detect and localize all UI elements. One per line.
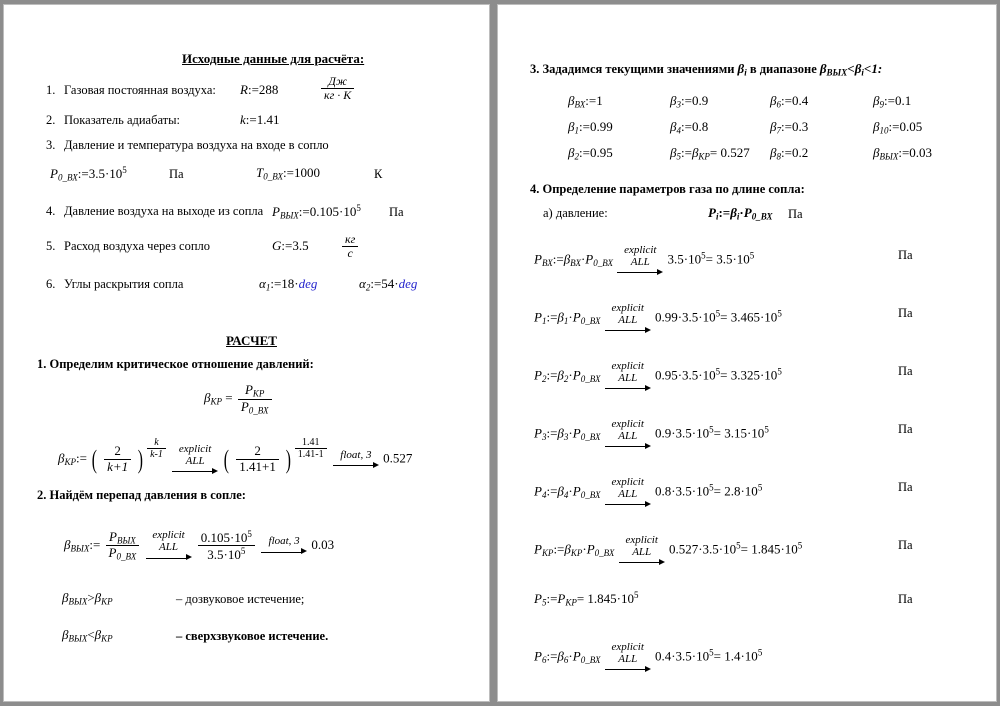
unit-P-kr: Па — [898, 538, 913, 552]
equation-G: G:=3.5 — [272, 238, 309, 253]
beta-value-7: $\beta_7:=0.3$ — [770, 119, 809, 136]
page-title-left: Исходные данные для расчёта: — [182, 51, 365, 66]
constant-k: k:=1.41 — [240, 112, 280, 127]
list-item-6-number: 6. — [46, 277, 56, 291]
equation-alpha1: $\alpha_1:=18\cdot deg$ — [259, 276, 318, 293]
condition-supersonic: $\beta_{ВЫХ}<\beta_{КР}$ — [62, 627, 113, 644]
equation-T0: $T_{0\_ВХ}:=1000$ — [256, 165, 320, 182]
beta-value-10: $\beta_{10}:=0.05$ — [873, 119, 923, 136]
list-item-2-label: Показатель адиабаты: — [64, 113, 181, 127]
condition-subsonic: $\beta_{ВЫХ}>\beta_{КР}$ — [62, 590, 113, 607]
formula-pressure-definition: $P_i:=\beta_i\cdot P_{0\_ВХ}$ — [708, 205, 773, 222]
list-item-4-label: Давление воздуха на выходе из сопла — [64, 204, 264, 218]
beta-value-8: $\beta_8:=0.2$ — [770, 145, 809, 162]
equation-Pvyh: $P_{ВЫХ}:=0.105\cdot 10^5$ — [272, 203, 361, 221]
list-item-1-number: 1. — [46, 83, 56, 97]
formula-beta-kr-evaluation: $\beta_{КР}:=$ ( $\frac{2}{k+1}$ ) $\frac{k}{k-1}$ explicit ALL ( $\frac{2}{1.41+1}$ ) $\frac{1.41}{1.41-1}$ float, 3 0.527 — [58, 437, 413, 475]
equation-P5: $P_5:=P_{КР}= 1.845\cdot 10^5$ — [534, 590, 639, 608]
unit-T0: К — [374, 167, 383, 181]
unit-G: $\frac{кг}{с}$ — [340, 233, 360, 261]
beta-value-2: $\beta_2:=0.95$ — [568, 145, 613, 162]
unit-P1: Па — [898, 306, 913, 320]
section-4a-label: а) давление: — [543, 206, 608, 220]
section-4-title: 4. Определение параметров газа по длине сопла: — [530, 182, 805, 196]
formula-beta-vyh-evaluation: $\beta_{ВЫХ}:=$ $\frac{P_{ВЫХ}}{P_{0\_ВХ}}$ explicit ALL $\frac{0.105\cdot 10^5}{3.5\cdot 10^5}$ float, 3 0.03 — [64, 528, 335, 563]
list-item-5-label: Расход воздуха через сопло — [64, 239, 211, 253]
unit-P4: Па — [898, 480, 913, 494]
equation-P2: $P_2:=\beta_2\cdot P_{0\_ВХ}$ explicit ALL $0.95\cdot 3.5\cdot 10^5= 3.325\cdot 10^5$ — [534, 361, 782, 392]
equation-P-vh: $P_{ВХ}:=\beta_{ВХ}\cdot P_{0\_ВХ}$ explicit ALL $3.5\cdot 10^5= 3.5\cdot 10^5$ — [534, 245, 754, 276]
section-3-title: 3. Зададимся текущими значениями $\beta_i$ в диапазоне $\beta_{ВЫХ}<\beta_i<1$: — [530, 61, 883, 78]
beta-value-5: $\beta_5:=\beta_{КР}= 0.527$ — [670, 145, 750, 162]
list-item-4-number: 4. — [46, 204, 56, 218]
section-1-title: 1. Определим критическое отношение давлений: — [37, 357, 314, 371]
list-item-5-number: 5. — [46, 239, 56, 253]
list-item-3-number: 3. — [46, 138, 56, 152]
beta-value-4: $\beta_4:=0.8$ — [670, 119, 709, 136]
beta-value-vyh: $\beta_{ВЫХ}:=0.03$ — [873, 145, 933, 162]
constant-R: R:=288 — [240, 82, 279, 97]
formula-beta-kr-definition: $\beta_{КР}$ = $\frac{P_{КР}}{P_{0\_ВХ}}$ — [204, 383, 274, 415]
unit-pressure-definition: Па — [788, 207, 803, 221]
section-2-title: 2. Найдём перепад давления в сопле: — [37, 488, 246, 502]
beta-value-3: $\beta_3:=0.9$ — [670, 93, 709, 110]
unit-P3: Па — [898, 422, 913, 436]
unit-R: $\frac{Дж}{кг \cdot К}$ — [319, 75, 356, 103]
equation-P-kr: $P_{КР}:=\beta_{КР}\cdot P_{0\_ВХ}$ explicit ALL $0.527\cdot 3.5\cdot 10^5= 1.845\cdot 10^5$ — [534, 535, 802, 566]
equation-alpha2: $\alpha_2:=54\cdot deg$ — [359, 276, 418, 293]
beta-value-1: $\beta_1:=0.99$ — [568, 119, 613, 136]
unit-Pvyh: Па — [389, 205, 404, 219]
unit-P2: Па — [898, 364, 913, 378]
document-page-left — [3, 4, 490, 702]
list-item-1-label: Газовая постоянная воздуха: — [64, 83, 216, 97]
unit-P5: Па — [898, 592, 913, 606]
beta-value-6: $\beta_6:=0.4$ — [770, 93, 809, 110]
beta-value-vh: $\beta_{ВХ}:=1$ — [568, 93, 603, 110]
list-item-3-label: Давление и температура воздуха на входе в сопло — [64, 138, 329, 152]
list-item-6-label: Углы раскрытия сопла — [64, 277, 184, 291]
equation-P3: $P_3:=\beta_3\cdot P_{0\_ВХ}$ explicit ALL $0.9\cdot 3.5\cdot 10^5= 3.15\cdot 10^5$ — [534, 419, 769, 450]
condition-subsonic-text: – дозвуковое истечение; — [176, 592, 305, 606]
equation-P4: $P_4:=\beta_4\cdot P_{0\_ВХ}$ explicit ALL $0.8\cdot 3.5\cdot 10^5= 2.8\cdot 10^5$ — [534, 477, 762, 508]
document-page-right — [497, 4, 997, 702]
list-item-2-number: 2. — [46, 113, 56, 127]
section-title-calculation: РАСЧЕТ — [226, 333, 277, 348]
equation-P6: $P_6:=\beta_6\cdot P_{0\_ВХ}$ explicit ALL $0.4\cdot 3.5\cdot 10^5= 1.4\cdot 10^5$ — [534, 642, 762, 673]
equation-P0: $P_{0\_ВХ}:=3.5\cdot 10^5$ — [50, 165, 127, 183]
beta-value-9: $\beta_9:=0.1$ — [873, 93, 912, 110]
unit-P-vh: Па — [898, 248, 913, 262]
condition-supersonic-text: – сверхзвуковое истечение. — [176, 629, 329, 643]
unit-P0: Па — [169, 167, 184, 181]
equation-P1: $P_1:=\beta_1\cdot P_{0\_ВХ}$ explicit ALL $0.99\cdot 3.5\cdot 10^5= 3.465\cdot 10^5$ — [534, 303, 782, 334]
